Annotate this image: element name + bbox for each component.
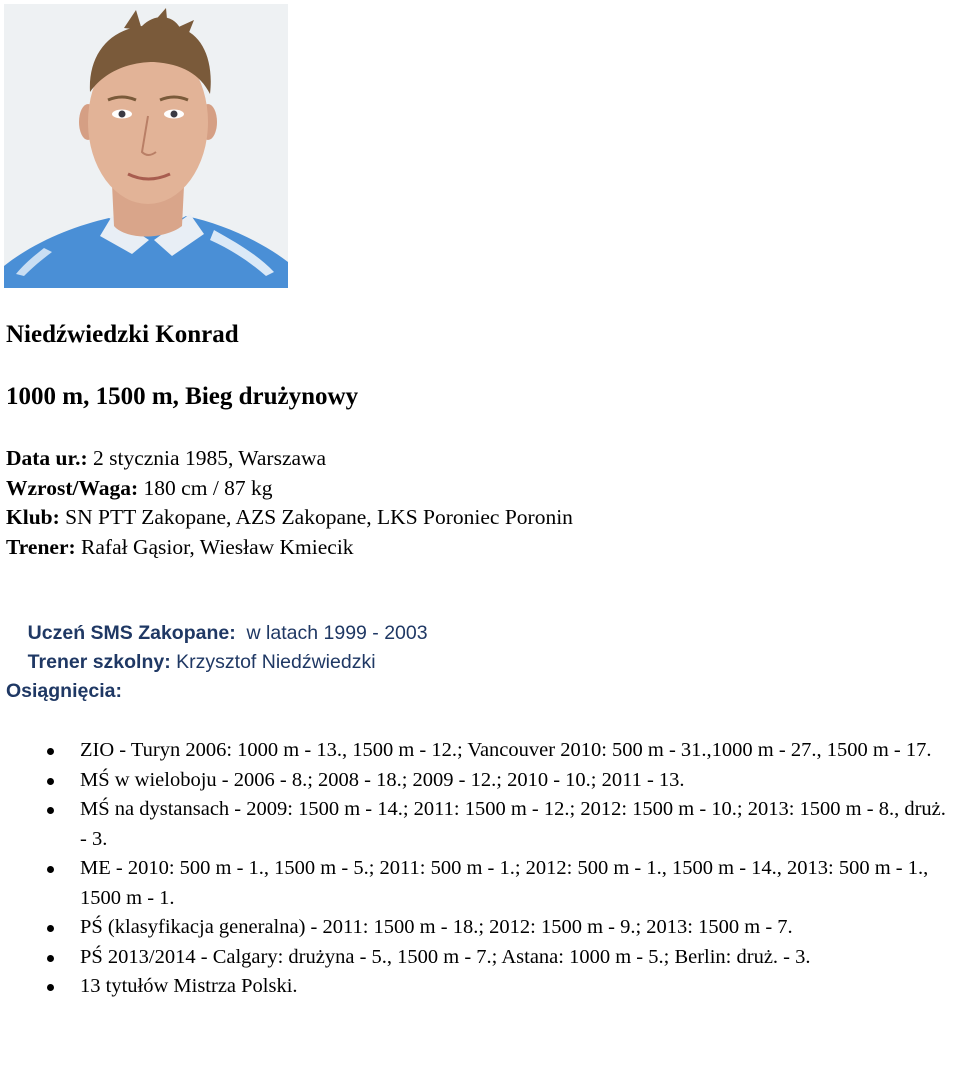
achievement-text: ME - 2010: 500 m - 1., 1500 m - 5.; 2011: 500 m - 1.; 2012: 500 m - 1., 1500 m - 14., 2013: 500 m - 1., 1500 m - 1. — [80, 857, 929, 909]
school-student-value: w latach 1999 - 2003 — [235, 622, 428, 644]
bullet-icon — [47, 955, 54, 962]
bullet-icon — [47, 984, 54, 991]
school-coach-value: Krzysztof Niedźwiedzki — [170, 651, 376, 673]
achievement-text: MŚ na dystansach - 2009: 1500 m - 14.; 2011: 1500 m - 12.; 2012: 1500 m - 10.; 2013: 1500 m - 8., druż. - 3. — [80, 798, 946, 850]
achievements-list — [80, 736, 952, 1002]
fact-height-weight-value: 180 cm / 87 kg — [138, 475, 273, 500]
athlete-name: Niedźwiedzki Konrad — [6, 321, 239, 348]
achievement-item — [80, 736, 952, 766]
fact-club — [6, 503, 573, 533]
fact-height-weight-label: Wzrost/Waga: — [6, 475, 139, 500]
achievement-item — [80, 972, 952, 1002]
achievement-text: PŚ 2013/2014 - Calgary: drużyna - 5., 1500 m - 7.; Astana: 1000 m - 5.; Berlin: druż. - 3. — [80, 945, 811, 968]
athlete-facts — [6, 444, 573, 562]
fact-club-label: Klub: — [6, 505, 60, 529]
achievement-text: 13 tytułów Mistrza Polski. — [80, 975, 298, 997]
fact-coach-label: Trener: — [6, 534, 76, 559]
achievement-item — [80, 854, 952, 913]
bullet-icon — [47, 807, 54, 814]
school-student-label: Uczeń SMS Zakopane: — [27, 622, 236, 644]
school-coach-label: Trener szkolny: — [27, 651, 171, 673]
achievement-item — [80, 913, 952, 943]
fact-club-value: SN PTT Zakopane, AZS Zakopane, LKS Poroniec Poronin — [59, 505, 573, 529]
fact-height-weight — [6, 474, 573, 504]
fact-birth — [6, 444, 573, 474]
school-info — [6, 590, 428, 673]
athlete-photo — [4, 4, 288, 288]
bullet-icon — [47, 778, 54, 785]
bullet-icon — [47, 925, 54, 932]
achievement-item — [80, 795, 952, 854]
fact-coach — [6, 533, 573, 563]
achievement-item — [80, 766, 952, 796]
fact-birth-value: 2 stycznia 1985, Warszawa — [87, 446, 327, 470]
fact-coach-value: Rafał Gąsior, Wiesław Kmiecik — [75, 534, 354, 559]
achievement-text: PŚ (klasyfikacja generalna) - 2011: 1500 m - 18.; 2012: 1500 m - 9.; 2013: 1500 m - 7. — [80, 916, 793, 938]
fact-birth-label: Data ur.: — [6, 446, 88, 470]
achievement-text: MŚ w wieloboju - 2006 - 8.; 2008 - 18.; 2009 - 12.; 2010 - 10.; 2011 - 13. — [80, 768, 685, 791]
athlete-portrait-image — [4, 4, 288, 288]
bullet-icon — [47, 748, 54, 755]
athlete-events: 1000 m, 1500 m, Bieg drużynowy — [6, 383, 359, 410]
achievement-item — [80, 943, 952, 973]
school-student-line — [6, 590, 428, 644]
bullet-icon — [47, 866, 54, 873]
achievements-heading: Osiągnięcia: — [6, 680, 122, 702]
achievement-text: ZIO - Turyn 2006: 1000 m - 13., 1500 m - 12.; Vancouver 2010: 500 m - 31.,1000 m - 27., 1500 m - 17. — [80, 739, 932, 761]
